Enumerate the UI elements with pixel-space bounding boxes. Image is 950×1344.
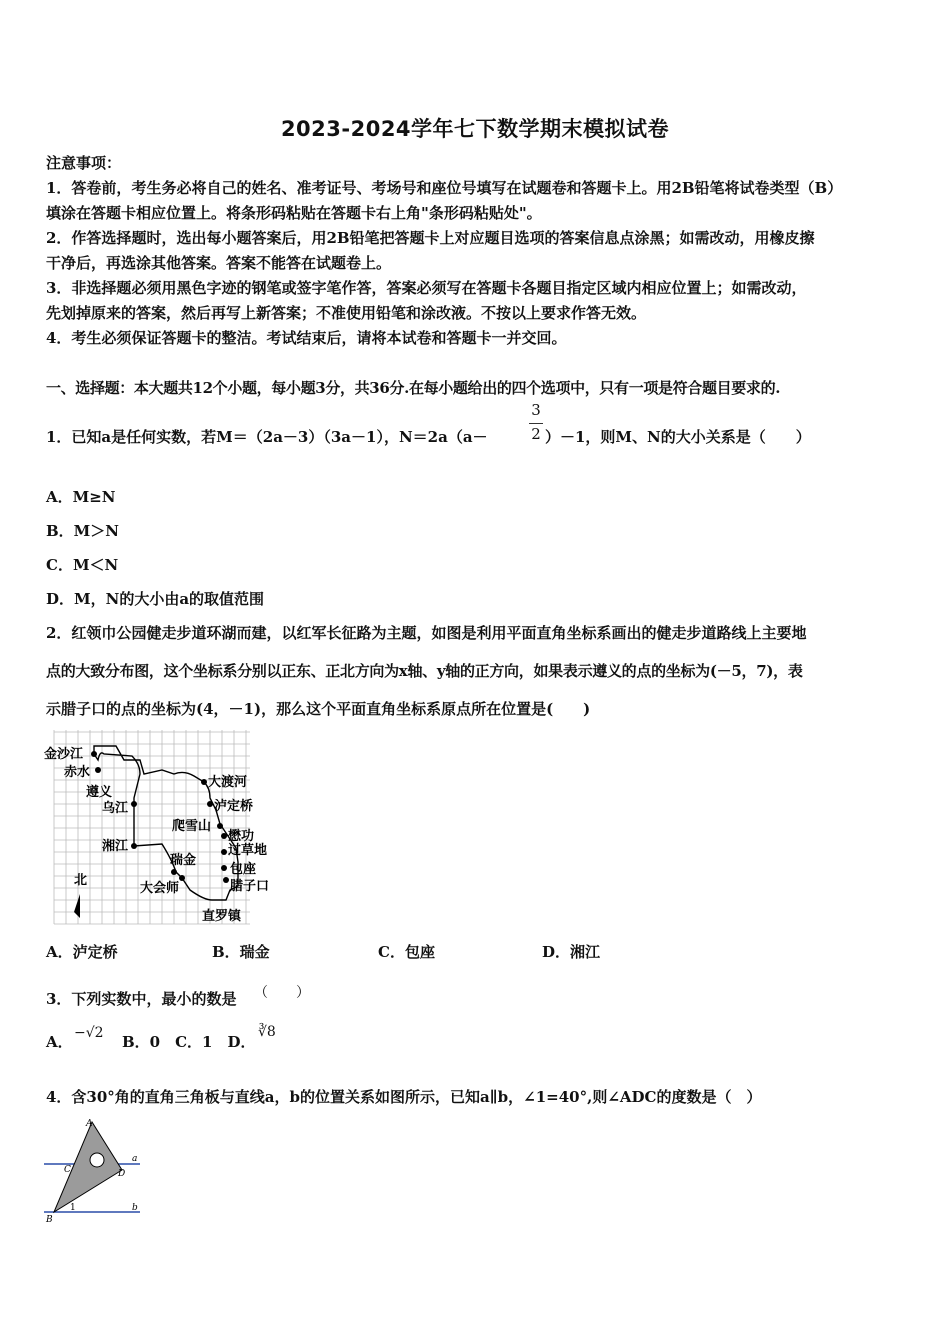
q1-option-d[interactable]: D．M，N的大小由a的取值范围 [46,590,265,608]
q3-option-a-value: −√2 [74,1025,104,1041]
q2-option-d[interactable]: D．湘江 [542,943,601,961]
label-lazikou: 腊子口 [230,879,270,894]
q1-fraction-numerator: 3 [531,401,541,419]
label-zunyi: 遵义 [86,785,113,800]
label-angle-1: 1 [70,1203,76,1213]
label-paxueshan: 爬雪山 [172,819,212,834]
notice-line: 4．考生必须保证答题卡的整洁。考试结束后，请将本试卷和答题卡一并交回。 [46,329,567,347]
label-point-b: B [46,1215,53,1225]
q2-option-a[interactable]: A．泸定桥 [46,943,118,961]
ruler-hole [90,1153,104,1167]
label-line-a: a [132,1154,138,1164]
march-route [94,746,238,900]
q1-option-a[interactable]: A．M≥N [46,488,116,506]
q1-fraction-denominator: 2 [531,425,541,443]
q2-stem-line3: 示腊子口的点的坐标为(4，－1)，那么这个平面直角坐标系原点所在位置是( ) [46,700,591,718]
q3-answer-paren: （ ） [254,985,310,1001]
q1-option-b[interactable]: B．M＞N [46,522,119,540]
long-march-map [44,730,276,926]
label-guocaodi: 过草地 [228,843,268,858]
q2-option-b[interactable]: B．瑞金 [212,943,270,961]
notice-line: 1．答卷前，考生务必将自己的姓名、准考证号、考场号和座位号填写在试题卷和答题卡上。用2B铅笔将试卷类型（B） [46,179,843,197]
q3-option-d-value: ∛8 [258,1024,276,1040]
page-title: 2023-2024学年七下数学期末模拟试卷 [280,117,670,141]
label-ludingqiao: 泸定桥 [214,799,254,814]
label-xiangjiang: 湘江 [102,839,129,854]
notice-line: 填涂在答题卡相应位置上。将条形码粘贴在答题卡右上角"条形码粘贴处"。 [46,204,542,222]
q3-options-bcd[interactable]: B．0 C．1 D． [122,1033,256,1051]
q2-option-c[interactable]: C．包座 [378,943,435,961]
label-north: 北 [74,873,88,888]
notice-line: 3．非选择题必须用黑色字迹的钢笔或签字笔作答，答案必须写在答题卡各题目指定区域内相应位置上；如需改动， [46,279,807,297]
label-chishui: 赤水 [64,765,91,780]
label-line-b: b [132,1203,138,1213]
q2-stem-line2: 点的大致分布图，这个坐标系分别以正东、正北方向为x轴、y轴的正方向，如果表示遵义的点的坐标为(－5，7)，表 [46,662,803,680]
label-baozuo: 包座 [230,862,257,877]
notice-line: 2．作答选择题时，选出每小题答案后，用2B铅笔把答题卡上对应题目选项的答案信息点涂黑；如需改动，用橡皮擦 [46,229,815,247]
q3-stem: 3．下列实数中，最小的数是 [46,990,237,1008]
section-heading: 一、选择题：本大题共12个小题，每小题3分，共36分.在每小题给出的四个选项中，只有一项是符合题目要求的. [46,379,781,397]
q3-option-a-label[interactable]: A． [46,1033,73,1051]
q1-fraction-bar [529,423,543,424]
q1-stem-part2: ）－1，则M、N的大小关系是（ ） [545,428,811,446]
triangle-figure [42,1114,146,1226]
notice-heading: 注意事项： [46,154,122,172]
label-jinshajiang: 金沙江 [44,747,84,762]
label-daduhe: 大渡河 [208,775,248,790]
label-dahuishi: 大会师 [140,881,180,896]
label-zhiluozhen: 直罗镇 [202,909,242,924]
label-maogong: 懋功 [228,829,255,844]
north-arrow-icon [74,894,80,918]
label-point-d: D [118,1169,126,1179]
notice-line: 干净后，再选涂其他答案。答案不能答在试题卷上。 [46,254,392,272]
label-point-a: A [86,1119,93,1129]
label-point-c: C [64,1165,71,1175]
q1-stem-part1: 1．已知a是任何实数，若M＝（2a－3）（3a－1），N＝2a（a－ [46,428,488,446]
q2-stem-line1: 2．红领巾公园健走步道环湖而建，以红军长征路为主题，如图是利用平面直角坐标系画出的健走步道路线上主要地 [46,624,807,642]
q1-option-c[interactable]: C．M＜N [46,556,119,574]
notice-line: 先划掉原来的答案，然后再写上新答案；不准使用铅笔和涂改液。不按以上要求作答无效。 [46,304,647,322]
label-wujiang: 乌江 [102,801,129,816]
q4-stem: 4．含30°角的直角三角板与直线a，b的位置关系如图所示，已知a∥b，∠1=40°,则∠ADC的度数是（ ） [46,1088,762,1106]
label-ruijin: 瑞金 [170,853,197,868]
